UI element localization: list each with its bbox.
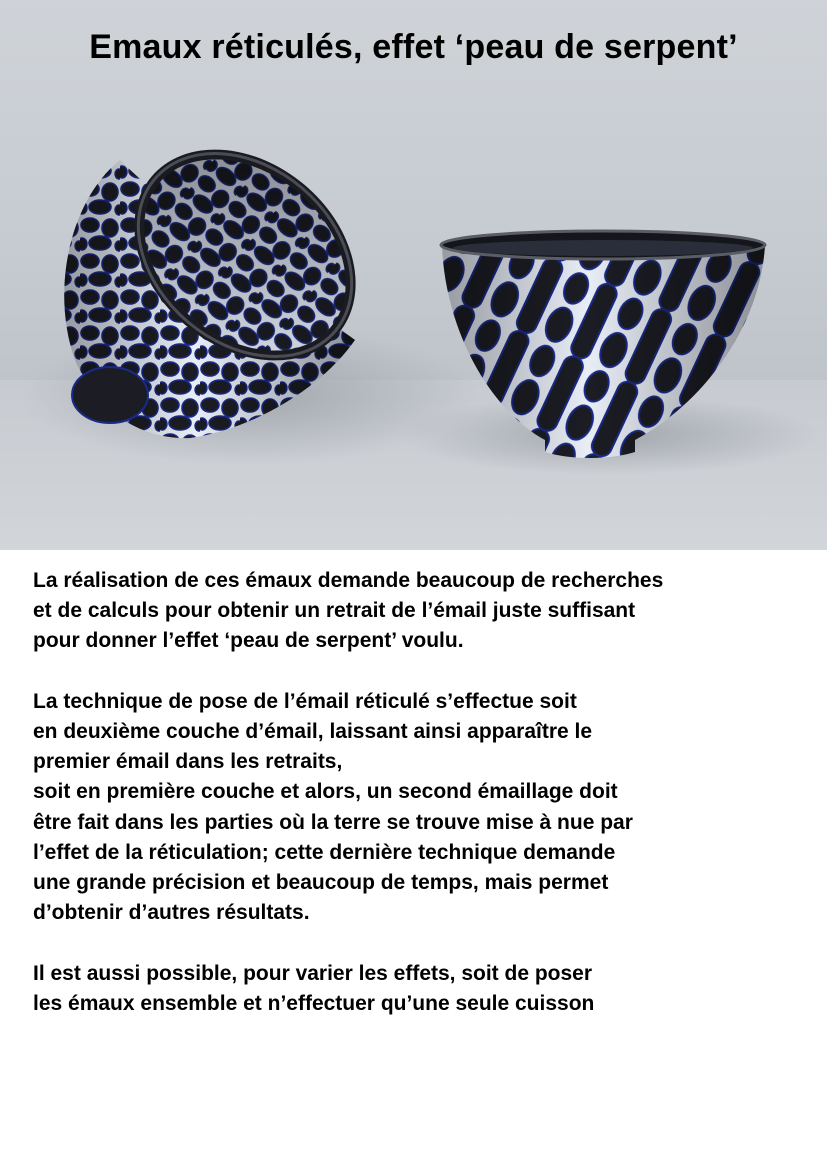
text-line: en deuxième couche d’émail, laissant ainsi apparaître le: [33, 720, 593, 743]
bowls-photo: [0, 0, 827, 550]
bowls-illustration: [0, 0, 827, 550]
text-line: La technique de pose de l’émail réticulé s’effectue soit: [33, 689, 577, 713]
paragraph-technique: [33, 687, 813, 929]
body-text: [33, 566, 813, 1049]
text-line: une grande précision et beaucoup de temps, mais permet: [33, 871, 609, 895]
paragraph-variations: [33, 959, 813, 1019]
page-title: Emaux réticulés, effet ‘peau de serpent’: [89, 28, 738, 66]
text-line: l’effet de la réticulation; cette dernière technique demande: [33, 840, 616, 864]
text-line: et de calculs pour obtenir un retrait de l’émail juste suffisant: [33, 599, 636, 623]
paragraph-research: [33, 566, 813, 657]
text-line: premier émail dans les retraits,: [33, 750, 343, 774]
text-line: Il est aussi possible, pour varier les effets, soit de poser: [33, 961, 593, 985]
text-line: La réalisation de ces émaux demande beaucoup de recherches: [33, 569, 664, 592]
text-line: pour donner l’effet ‘peau de serpent’ voulu.: [33, 629, 464, 653]
text-line: les émaux ensemble et n’effectuer qu’une seule cuisson: [33, 991, 595, 1015]
text-line: être fait dans les parties où la terre se trouve mise à nue par: [33, 810, 633, 834]
text-line: d’obtenir d’autres résultats.: [33, 901, 310, 925]
text-line: soit en première couche et alors, un second émaillage doit: [33, 780, 618, 804]
